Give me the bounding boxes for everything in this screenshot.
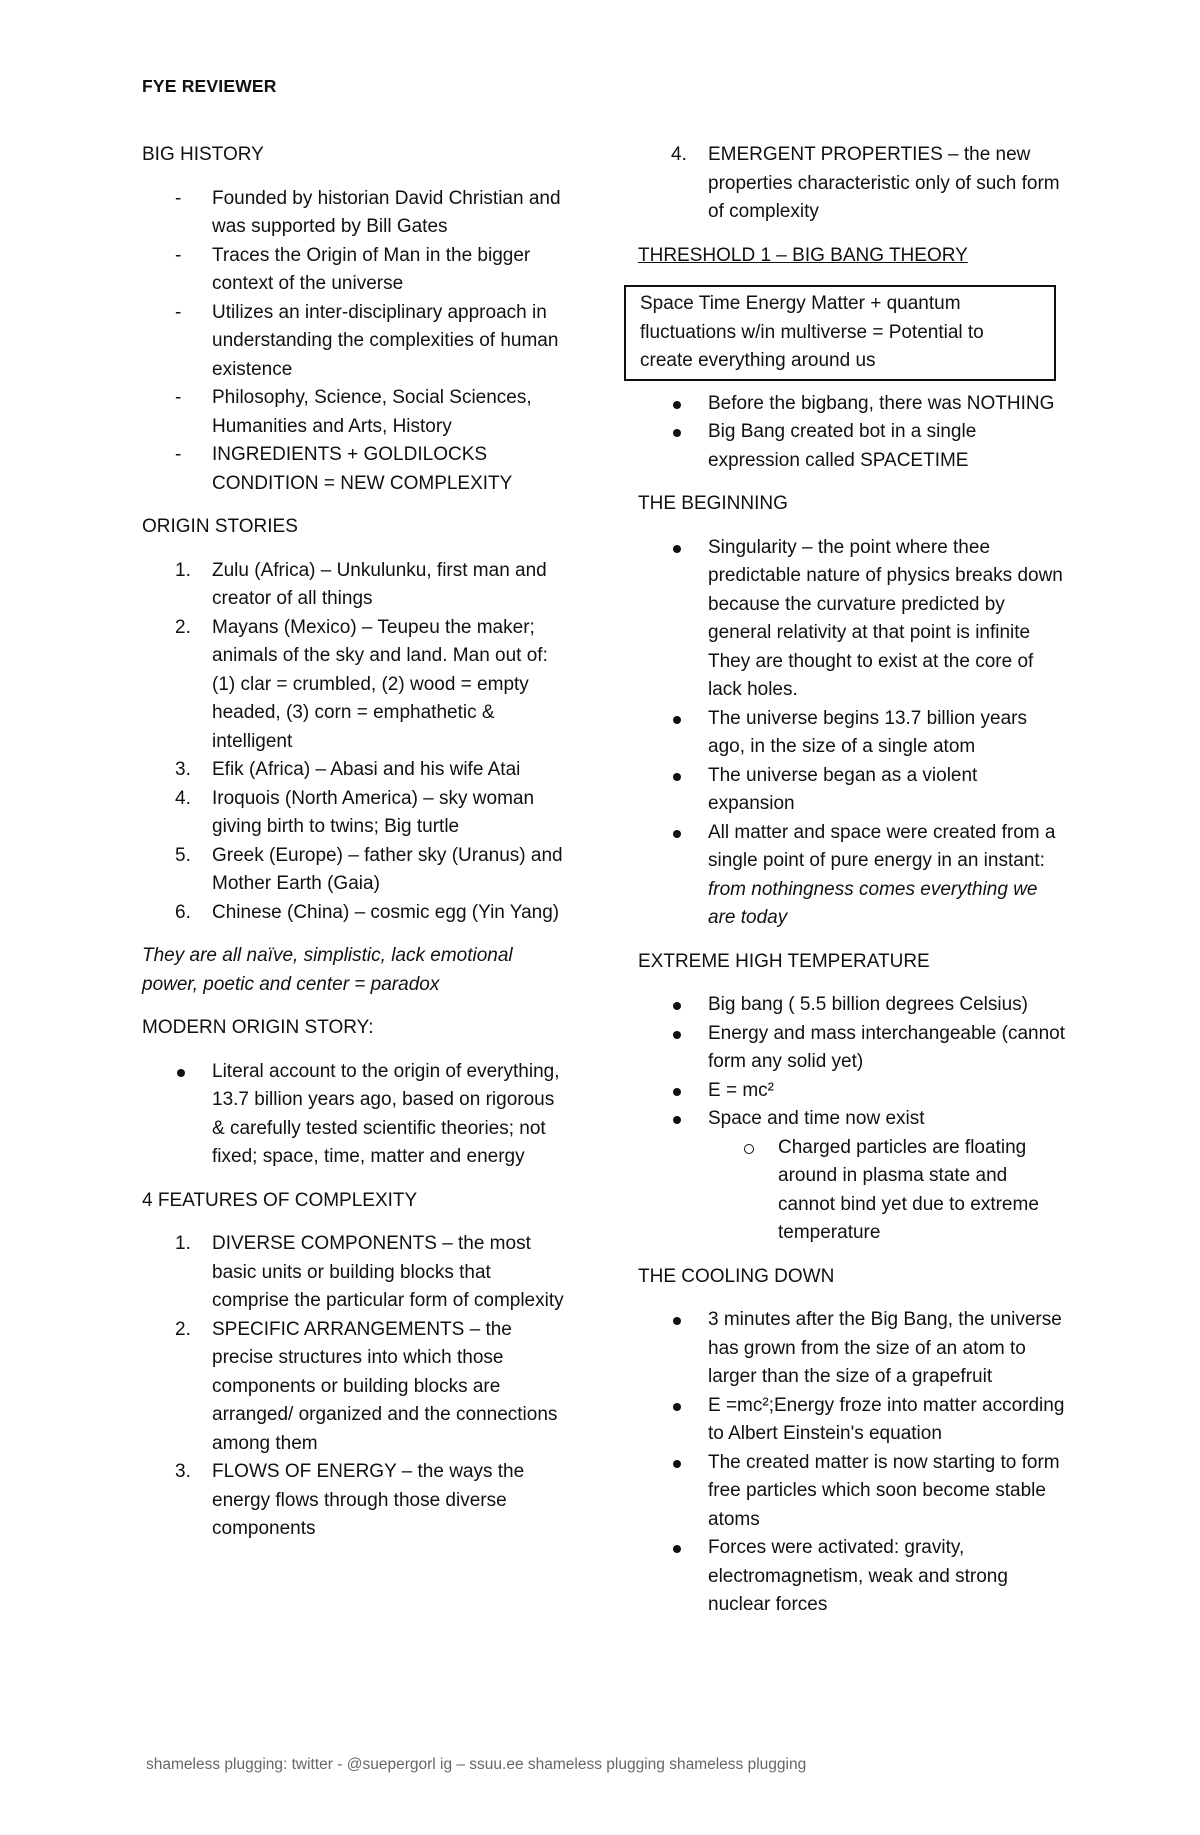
threshold-heading: THRESHOLD 1 – BIG BANG THEORY	[638, 244, 968, 266]
dash-marker: -	[175, 187, 182, 209]
bullet-icon	[673, 1317, 681, 1325]
list-item: Singularity – the point where thee predictable nature of physics breaks down because the curvature predicted by general relativity at that point is infinite They are thought to exist at the core of lack holes.	[638, 534, 1068, 705]
left-column	[142, 141, 572, 1559]
modern-origin-list	[142, 1058, 572, 1172]
list-item: Literal account to the origin of everything, 13.7 billion years ago, based on rigorous & carefully tested scientific theories; not fixed; space, time, matter and energy	[142, 1058, 572, 1172]
dash-marker: -	[175, 387, 182, 408]
list-item: E = mc²	[638, 1077, 1068, 1106]
list-item: The created matter is now starting to form free particles which soon become stable atoms	[638, 1449, 1068, 1535]
list-item: 6. Chinese (China) – cosmic egg (Yin Yang)	[175, 901, 560, 923]
threshold-list	[638, 390, 1068, 476]
bullet-icon	[673, 1403, 681, 1411]
list-item: All matter and space were created from a single point of pure energy in an instant: from nothingness comes everything we are today	[638, 819, 1068, 933]
bullet-icon	[673, 401, 681, 409]
page-footer: shameless plugging: twitter - @suepergorl ig – ssuu.ee shameless plugging shameless plugging	[146, 1756, 807, 1773]
modern-origin-heading: MODERN ORIGIN STORY:	[142, 1017, 374, 1038]
origin-stories-note: They are all naïve, simplistic, lack emotional power, poetic and center = paradox	[142, 945, 513, 995]
list-item: 2. SPECIFIC ARRANGEMENTS – the precise structures into which those components or building blocks are arranged/ organized and the connections among them	[175, 1318, 558, 1454]
origin-stories-heading: ORIGIN STORIES	[142, 516, 298, 537]
features-list	[142, 1230, 572, 1544]
bullet-icon	[673, 830, 681, 838]
list-item: The universe began as a violent expansion	[638, 762, 1068, 819]
bullet-icon	[673, 429, 681, 437]
list-item: 1. DIVERSE COMPONENTS – the most basic units or building blocks that comprise the particular form of complexity	[175, 1233, 564, 1311]
list-item: Before the bigbang, there was NOTHING	[638, 390, 1068, 419]
list-item: Big Bang created bot in a single expression called SPACETIME	[638, 418, 1068, 475]
features-list-continued	[638, 141, 1068, 227]
threshold-box: Space Time Energy Matter + quantum fluctuations w/in multiverse = Potential to create everything around us	[624, 285, 1056, 381]
list-item: - Utilizes an inter-disciplinary approach in understanding the complexities of human existence	[142, 299, 572, 385]
bullet-icon	[673, 1545, 681, 1553]
list-item: 2. Mayans (Mexico) – Teupeu the maker; animals of the sky and land. Man out of: (1) clar = crumbled, (2) wood = empty headed, (3) corn = emphathetic & intelligent	[175, 616, 548, 752]
features-heading: 4 FEATURES OF COMPLEXITY	[142, 1189, 418, 1211]
list-item: 3. FLOWS OF ENERGY – the ways the energy flows through those diverse components	[175, 1461, 525, 1539]
list-item: Energy and mass interchangeable (cannot form any solid yet)	[638, 1020, 1068, 1077]
list-item: - INGREDIENTS + GOLDILOCKS CONDITION = NEW COMPLEXITY	[142, 441, 572, 498]
bullet-icon	[673, 1088, 681, 1096]
bullet-icon	[673, 1460, 681, 1468]
list-item: 1. Zulu (Africa) – Unkulunku, first man and creator of all things	[175, 559, 547, 609]
bullet-icon	[673, 716, 681, 724]
list-item: 3 minutes after the Big Bang, the universe has grown from the size of an atom to larger than the size of a grapefruit	[638, 1306, 1068, 1392]
list-item: 4. EMERGENT PROPERTIES – the new properties characteristic only of such form of complexity	[671, 144, 1060, 222]
list-item: - Traces the Origin of Man in the bigger context of the universe	[142, 242, 572, 299]
cooling-heading: THE COOLING DOWN	[638, 1265, 835, 1287]
bullet-icon	[673, 773, 681, 781]
list-item: - Philosophy, Science, Social Sciences, Humanities and Arts, History	[142, 384, 572, 441]
dash-marker: -	[175, 301, 182, 323]
list-item: Forces were activated: gravity, electromagnetism, weak and strong nuclear forces	[638, 1534, 1068, 1620]
cooling-list	[638, 1306, 1068, 1620]
list-item: 3. Efik (Africa) – Abasi and his wife Atai	[175, 759, 521, 780]
list-item: Space and time now exist	[638, 1105, 1068, 1134]
list-item: Big bang ( 5.5 billion degrees Celsius)	[638, 991, 1068, 1020]
page-title: FYE REVIEWER	[142, 76, 277, 96]
beginning-heading: THE BEGINNING	[638, 493, 788, 514]
origin-stories-list	[142, 557, 572, 928]
list-sub-item: Charged particles are floating around in plasma state and cannot bind yet due to extreme temperature	[638, 1134, 1068, 1248]
bullet-icon	[673, 1031, 681, 1039]
temperature-heading: EXTREME HIGH TEMPERATURE	[638, 950, 930, 972]
bullet-icon	[673, 1116, 681, 1124]
temperature-list	[638, 991, 1068, 1248]
bullet-icon	[177, 1069, 185, 1077]
dash-marker: -	[175, 244, 182, 266]
beginning-list	[638, 534, 1068, 933]
circle-bullet-icon	[744, 1144, 754, 1154]
right-column	[638, 141, 1068, 1635]
list-item: 5. Greek (Europe) – father sky (Uranus) and Mother Earth (Gaia)	[175, 844, 563, 894]
bullet-icon	[673, 545, 681, 553]
big-history-list	[142, 185, 572, 499]
list-item: E =mc²;Energy froze into matter according to Albert Einstein's equation	[638, 1392, 1068, 1449]
dash-marker: -	[175, 444, 182, 465]
list-item: The universe begins 13.7 billion years ago, in the size of a single atom	[638, 705, 1068, 762]
bullet-icon	[673, 1002, 681, 1010]
big-history-heading: BIG HISTORY	[142, 144, 264, 165]
list-item: - Founded by historian David Christian and was supported by Bill Gates	[142, 185, 572, 242]
list-item: 4. Iroquois (North America) – sky woman giving birth to twins; Big turtle	[175, 787, 535, 837]
